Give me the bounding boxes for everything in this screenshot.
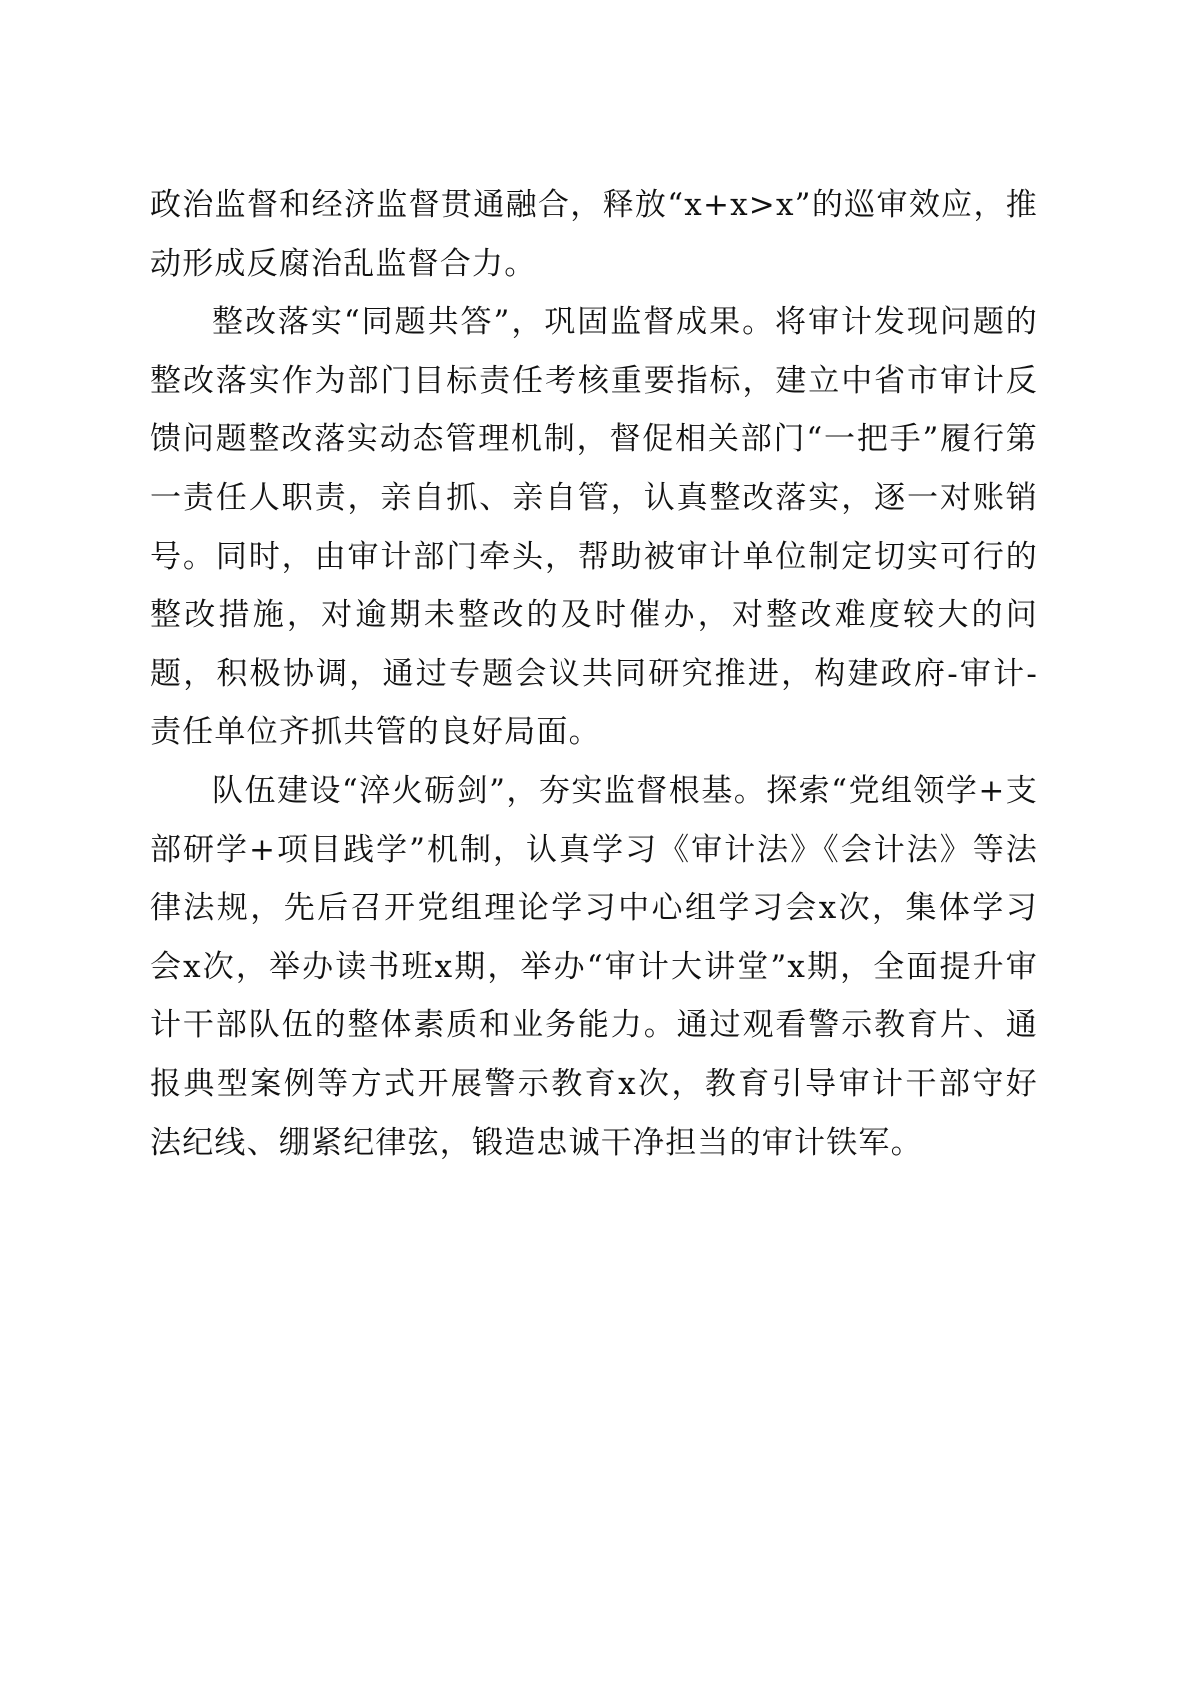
paragraph-3: 队伍建设“淬火砺剑”，夯实监督根基。探索“党组领学+支部研学+项目践学”机制，认真学习《审计法》《会计法》等法律法规，先后召开党组理论学习中心组学习会x次，集体学习会x次，举办读书班x期，举办“审计大讲堂”x期，全面提升审计干部队伍的整体素质和业务能力。通过观看警示教育片、通报典型案例等方式开展警示教育x次，教育引导审计干部守好法纪线、绷紧纪律弦，锻造忠诚干净担当的审计铁军。 — [150, 772, 1038, 1161]
document-body — [150, 176, 1038, 1172]
paragraph-2: 整改落实“同题共答”，巩固监督成果。将审计发现问题的整改落实作为部门目标责任考核重要指标，建立中省市审计反馈问题整改落实动态管理机制，督促相关部门“一把手”履行第一责任人职责，亲自抓、亲自管，认真整改落实，逐一对账销号。同时，由审计部门牵头，帮助被审计单位制定切实可行的整改措施，对逾期未整改的及时催办，对整改难度较大的问题，积极协调，通过专题会议共同研究推进，构建政府-审计-责任单位齐抓共管的良好局面。 — [150, 304, 1038, 751]
paragraph-1: 政治监督和经济监督贯通融合，释放“x+x>x”的巡审效应，推动形成反腐治乱监督合力。 — [150, 187, 1038, 282]
